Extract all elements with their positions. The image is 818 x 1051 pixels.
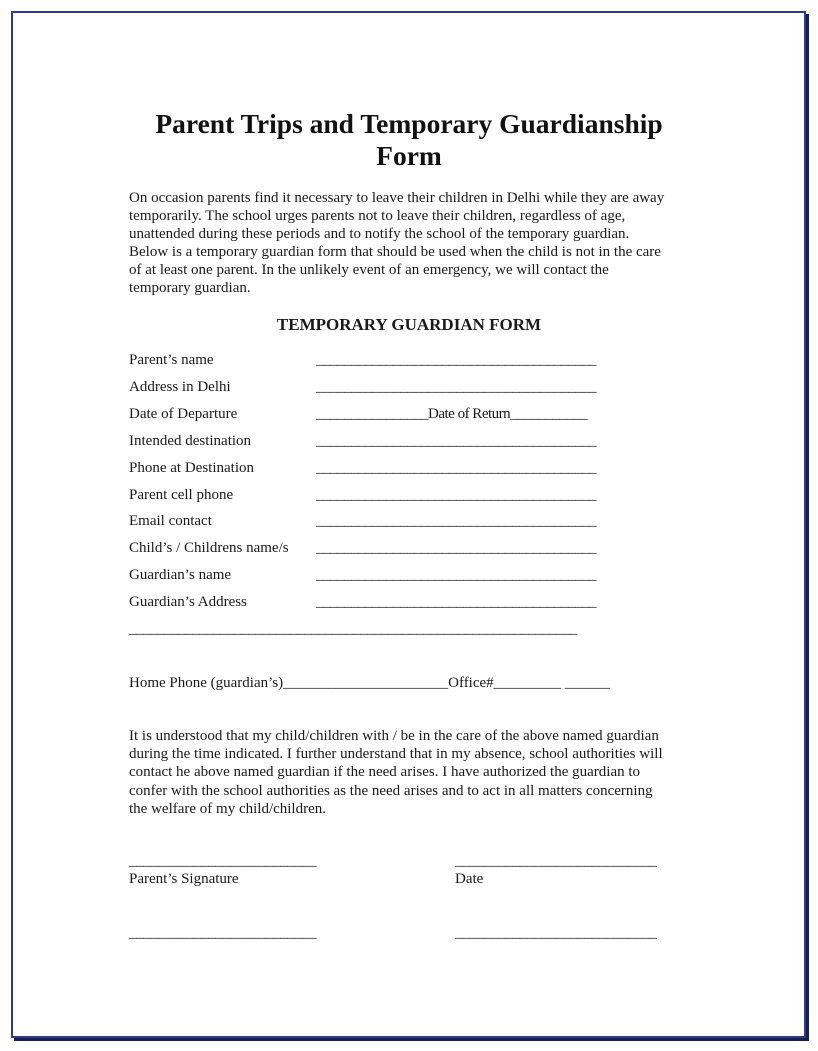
cell-phone-label: Parent cell phone xyxy=(129,487,234,503)
intro-line: unattended during these periods and to notify the school of the temporary guardian. xyxy=(129,226,630,242)
intro-line: temporary guardian. xyxy=(129,280,251,296)
destination-phone-label: Phone at Destination xyxy=(129,460,254,476)
parent-name-blank[interactable]: ________________________________________ xyxy=(316,352,596,368)
title-line-2: Form xyxy=(376,140,442,171)
title-line-1: Parent Trips and Temporary Guardianship xyxy=(155,108,663,139)
home-phone-line[interactable]: Home Phone (guardian’s)______________________Office#_________ ______ xyxy=(129,675,610,691)
guardian-address-blank[interactable]: ________________________________________ xyxy=(316,594,596,610)
children-names-label: Child’s / Childrens name/s xyxy=(129,540,289,556)
destination-phone-blank[interactable]: ________________________________________ xyxy=(316,460,596,476)
declaration-line: the welfare of my child/children. xyxy=(129,800,327,817)
intro-line: temporarily. The school urges parents not to leave their children, regardless of age, xyxy=(129,208,626,224)
date-blank[interactable]: ____________________________ xyxy=(455,853,657,869)
intro-line: of at least one parent. In the unlikely event of an emergency, we will contact the xyxy=(129,262,609,278)
form-heading: TEMPORARY GUARDIAN FORM xyxy=(276,315,542,334)
parent-signature-label: Parent’s Signature xyxy=(129,871,239,887)
guardian-name-blank[interactable]: ________________________________________ xyxy=(316,567,596,583)
email-label: Email contact xyxy=(129,513,212,529)
guardian-address-label: Guardian’s Address xyxy=(129,594,247,610)
email-blank[interactable]: ________________________________________ xyxy=(316,513,596,529)
declaration-paragraph xyxy=(129,727,699,818)
declaration-line: It is understood that my child/children with / be in the care of the above named guardian xyxy=(129,728,659,744)
signature-blank[interactable]: __________________________ xyxy=(129,853,317,869)
departure-date-label: Date of Departure xyxy=(129,406,238,422)
address-blank[interactable]: ________________________________________ xyxy=(316,379,596,395)
intro-paragraph xyxy=(129,189,689,297)
address-label: Address in Delhi xyxy=(129,379,231,395)
declaration-line: contact he above named guardian if the need arises. I have authorized the guardian to xyxy=(129,764,641,781)
bottom-right-blank[interactable]: ____________________________ xyxy=(455,925,657,941)
destination-blank[interactable]: ________________________________________ xyxy=(316,433,596,449)
declaration-line: confer with the school authorities as the need arises and to act in all matters concerning xyxy=(129,782,653,799)
cell-phone-blank[interactable]: ________________________________________ xyxy=(316,487,596,503)
destination-label: Intended destination xyxy=(129,433,252,449)
declaration-line: during the time indicated. I further understand that in my absence, school authorities will xyxy=(129,746,663,763)
page-title xyxy=(0,108,818,172)
date-label: Date xyxy=(455,871,484,887)
intro-line: On occasion parents find it necessary to leave their children in Delhi while they are away xyxy=(129,190,665,206)
departure-return-blank[interactable]: ________________Date of Return___________ xyxy=(316,406,588,422)
parent-name-label: Parent’s name xyxy=(129,352,214,368)
intro-line: Below is a temporary guardian form that should be used when the child is not in the care xyxy=(129,244,661,260)
guardian-name-label: Guardian’s name xyxy=(129,567,232,583)
guardian-address-extra-line[interactable]: ________________________________________________________________ xyxy=(129,621,577,637)
children-names-blank[interactable]: ________________________________________ xyxy=(316,540,596,556)
bottom-left-blank[interactable]: __________________________ xyxy=(129,925,317,941)
